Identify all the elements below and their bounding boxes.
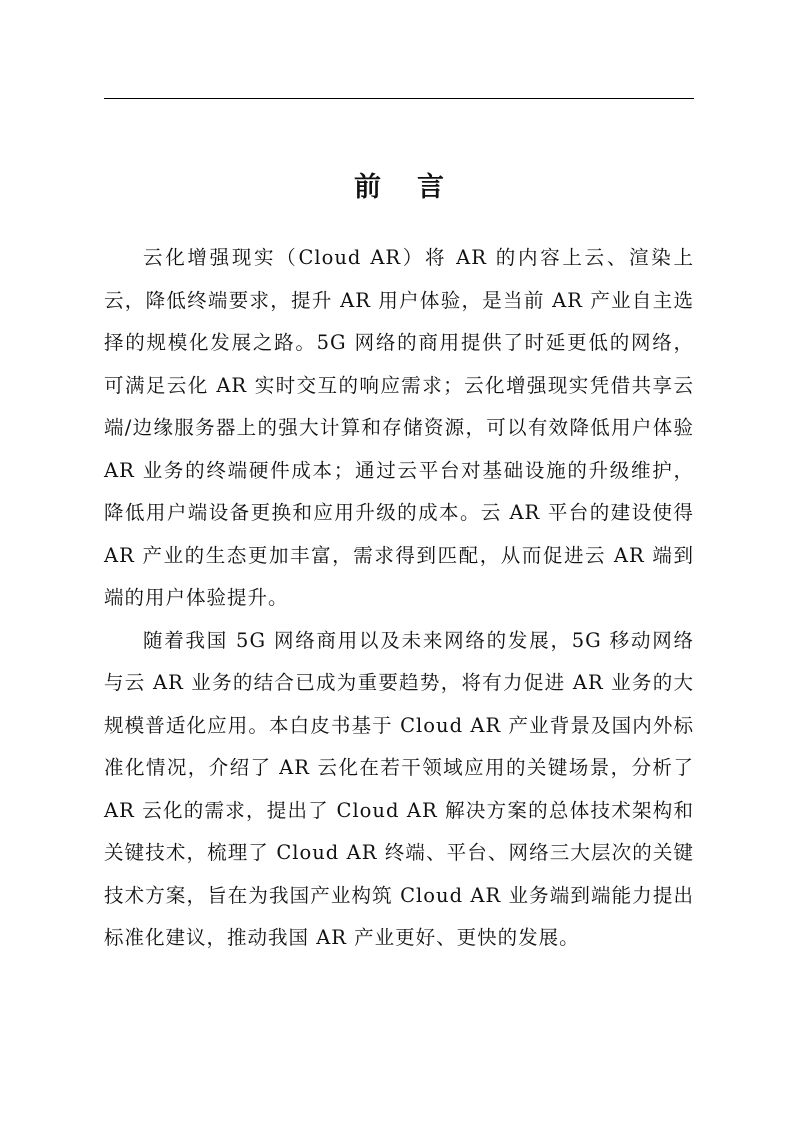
preface-body [104,237,694,960]
page-title: 前言 [354,172,480,203]
paragraph-2: 随着我国 5G 网络商用以及未来网络的发展，5G 移动网络与云 AR 业务的结合已成为重要趋势，将有力促进 AR 业务的大规模普适化应用。本白皮书基于 Cloud AR 产业背景及国内外标准化情况，介绍了 AR 云化在若干领域应用的关键场景，分析了 AR 云化的需求，提出了 Cloud AR 解决方案的总体技术架构和关键技术，梳理了 Cloud AR 终端、平台、网络三大层次的关键技术方案，旨在为我国产业构筑 Cloud AR 业务端到端能力提出标准化建议，推动我国 AR 产业更好、更快的发展。 [104,628,694,949]
header-rule [104,98,694,99]
paragraph-1: 云化增强现实（Cloud AR）将 AR 的内容上云、渲染上云，降低终端要求，提升 AR 用户体验，是当前 AR 产业自主选择的规模化发展之路。5G 网络的商用提供了时延更低的网络，可满足云化 AR 实时交互的响应需求；云化增强现实凭借共享云端/边缘服务器上的强大计算和存储资源，可以有效降低用户体验 AR 业务的终端硬件成本；通过云平台对基础设施的升级维护，降低用户端设备更换和应用升级的成本。云 AR 平台的建设使得 AR 产业的生态更加丰富，需求得到匹配，从而促进云 AR 端到端的用户体验提升。 [104,246,694,609]
